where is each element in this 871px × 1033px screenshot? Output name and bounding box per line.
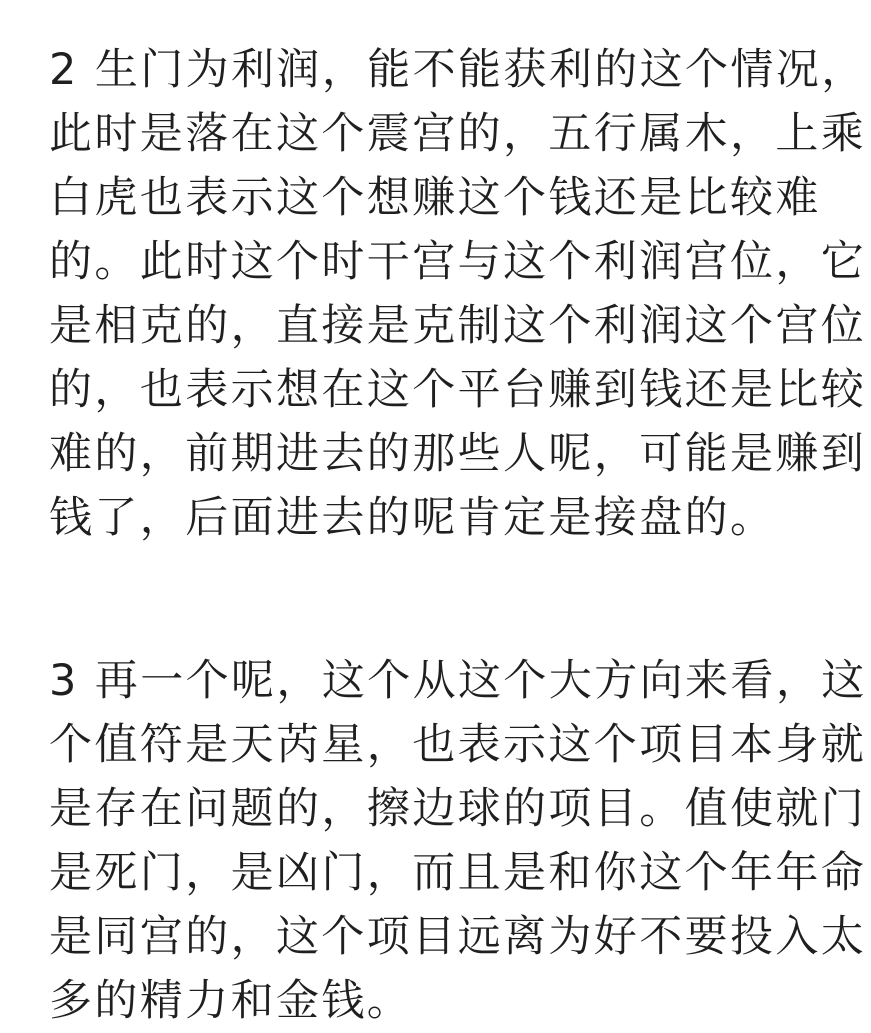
- text-line: 是相克的，直接是克制这个利润这个宫位: [49, 301, 867, 351]
- paragraph-3-direction: [49, 649, 867, 1033]
- text-line: 3 再一个呢，这个从这个大方向来看，这: [49, 656, 867, 706]
- paragraph-2-profit: [49, 38, 867, 550]
- text-line: 是存在问题的，擦边球的项目。值使就门: [49, 784, 867, 834]
- text-line: 的。此时这个时干宫与这个利润宫位，它: [49, 237, 867, 287]
- text-line: 多的精力和金钱。: [49, 976, 413, 1026]
- paragraph-spacer: [49, 550, 829, 649]
- text-line: 的，也表示想在这个平台赚到钱还是比较: [49, 365, 867, 415]
- text-line: 钱了，后面进去的呢肯定是接盘的。: [49, 493, 776, 543]
- text-line: 是死门，是凶门，而且是和你这个年年命: [49, 848, 867, 898]
- text-line: 个值符是天芮星，也表示这个项目本身就: [49, 720, 867, 770]
- text-line: 是同宫的，这个项目远离为好不要投入太: [49, 912, 867, 962]
- text-line: 此时是落在这个震宫的，五行属木，上乘: [49, 109, 867, 159]
- text-line: 白虎也表示这个想赚这个钱还是比较难: [49, 173, 821, 223]
- text-line: 2 生门为利润，能不能获利的这个情况，: [49, 45, 867, 95]
- text-line: 难的，前期进去的那些人呢，可能是赚到: [49, 429, 867, 479]
- article-body: [49, 38, 867, 1033]
